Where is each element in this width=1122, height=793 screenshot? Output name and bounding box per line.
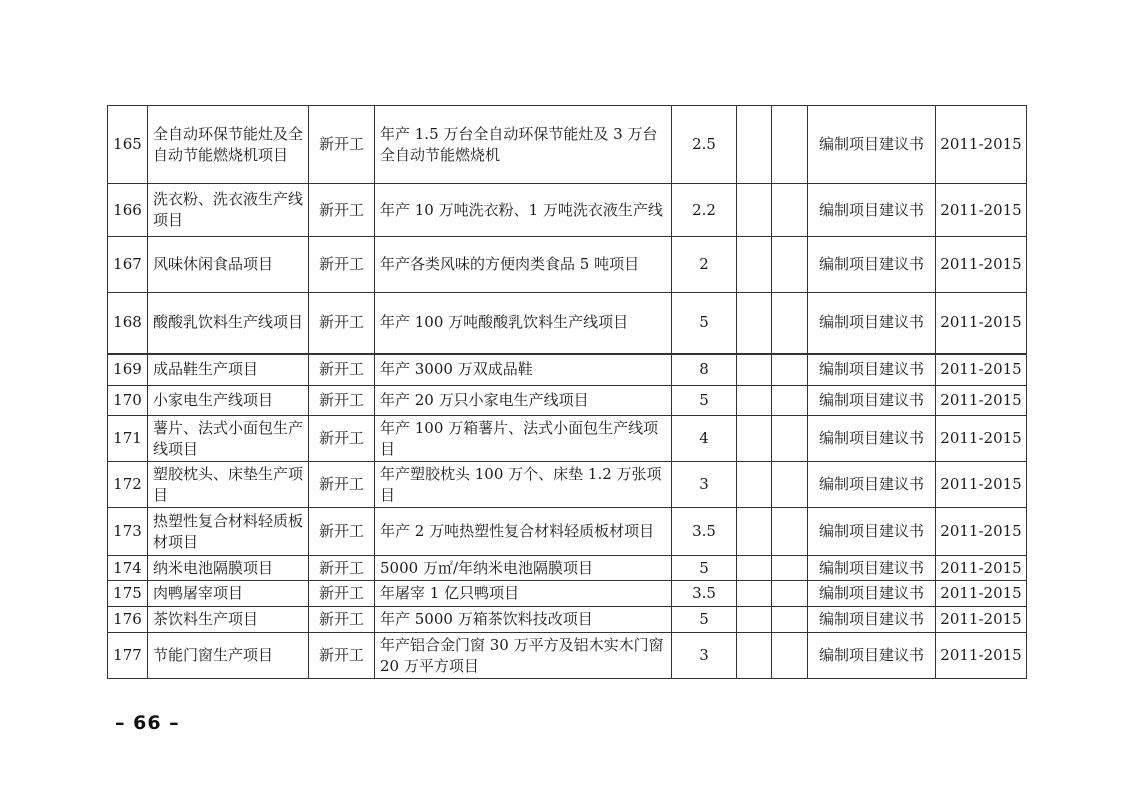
blank-cell	[737, 416, 772, 462]
period-cell: 2011-2015	[936, 633, 1027, 679]
project-content-cell: 5000 万㎡/年纳米电池隔膜项目	[375, 556, 672, 581]
blank-cell	[737, 508, 772, 556]
project-type-cell: 新开工	[309, 237, 375, 293]
table-row	[108, 184, 1027, 237]
row-number-cell: 165	[108, 106, 148, 184]
blank-cell	[772, 556, 808, 581]
table-row	[108, 293, 1027, 354]
project-stage-cell: 编制项目建议书	[808, 556, 936, 581]
blank-cell	[737, 581, 772, 607]
investment-cell: 5	[672, 556, 737, 581]
investment-cell: 5	[672, 607, 737, 633]
project-type-cell: 新开工	[309, 633, 375, 679]
project-content-cell: 年产 1.5 万台全自动环保节能灶及 3 万台全自动节能燃烧机	[375, 106, 672, 184]
row-number-cell: 172	[108, 462, 148, 508]
project-type-cell: 新开工	[309, 508, 375, 556]
row-number-cell: 174	[108, 556, 148, 581]
project-name-cell: 热塑性复合材料轻质板材项目	[148, 508, 309, 556]
row-number-cell: 168	[108, 293, 148, 354]
project-type-cell: 新开工	[309, 386, 375, 416]
row-number-cell: 173	[108, 508, 148, 556]
project-stage-cell: 编制项目建议书	[808, 633, 936, 679]
table-row	[108, 386, 1027, 416]
project-stage-cell: 编制项目建议书	[808, 607, 936, 633]
project-type-cell: 新开工	[309, 581, 375, 607]
row-number-cell: 175	[108, 581, 148, 607]
blank-cell	[737, 106, 772, 184]
page-number: – 66 –	[115, 712, 180, 734]
investment-cell: 2.5	[672, 106, 737, 184]
blank-cell	[737, 386, 772, 416]
project-name-cell: 全自动环保节能灶及全自动节能燃烧机项目	[148, 106, 309, 184]
project-content-cell: 年产 100 万吨酸酸乳饮料生产线项目	[375, 293, 672, 354]
project-name-cell: 纳米电池隔膜项目	[148, 556, 309, 581]
project-name-cell: 小家电生产线项目	[148, 386, 309, 416]
period-cell: 2011-2015	[936, 556, 1027, 581]
investment-cell: 5	[672, 293, 737, 354]
project-name-cell: 酸酸乳饮料生产线项目	[148, 293, 309, 354]
investment-cell: 3	[672, 633, 737, 679]
project-name-cell: 肉鸭屠宰项目	[148, 581, 309, 607]
blank-cell	[772, 354, 808, 386]
project-name-cell: 塑胶枕头、床垫生产项目	[148, 462, 309, 508]
project-type-cell: 新开工	[309, 416, 375, 462]
period-cell: 2011-2015	[936, 386, 1027, 416]
investment-cell: 2	[672, 237, 737, 293]
project-type-cell: 新开工	[309, 607, 375, 633]
project-content-cell: 年产 100 万箱薯片、法式小面包生产线项目	[375, 416, 672, 462]
project-type-cell: 新开工	[309, 462, 375, 508]
project-stage-cell: 编制项目建议书	[808, 293, 936, 354]
blank-cell	[737, 237, 772, 293]
blank-cell	[737, 556, 772, 581]
table-row	[108, 508, 1027, 556]
investment-cell: 3.5	[672, 508, 737, 556]
project-stage-cell: 编制项目建议书	[808, 237, 936, 293]
blank-cell	[772, 237, 808, 293]
project-stage-cell: 编制项目建议书	[808, 416, 936, 462]
project-table-body	[108, 106, 1027, 679]
blank-cell	[772, 462, 808, 508]
row-number-cell: 171	[108, 416, 148, 462]
project-name-cell: 茶饮料生产项目	[148, 607, 309, 633]
investment-cell: 2.2	[672, 184, 737, 237]
blank-cell	[772, 508, 808, 556]
blank-cell	[772, 293, 808, 354]
blank-cell	[737, 354, 772, 386]
period-cell: 2011-2015	[936, 462, 1027, 508]
project-content-cell: 年产铝合金门窗 30 万平方及铝木实木门窗 20 万平方项目	[375, 633, 672, 679]
table-row	[108, 354, 1027, 386]
period-cell: 2011-2015	[936, 293, 1027, 354]
table-row	[108, 462, 1027, 508]
row-number-cell: 176	[108, 607, 148, 633]
table-row	[108, 633, 1027, 679]
blank-cell	[772, 607, 808, 633]
investment-cell: 3	[672, 462, 737, 508]
blank-cell	[737, 633, 772, 679]
project-type-cell: 新开工	[309, 556, 375, 581]
table-row	[108, 607, 1027, 633]
period-cell: 2011-2015	[936, 184, 1027, 237]
investment-cell: 5	[672, 386, 737, 416]
project-name-cell: 洗衣粉、洗衣液生产线项目	[148, 184, 309, 237]
period-cell: 2011-2015	[936, 607, 1027, 633]
row-number-cell: 167	[108, 237, 148, 293]
blank-cell	[772, 106, 808, 184]
project-name-cell: 成品鞋生产项目	[148, 354, 309, 386]
blank-cell	[737, 293, 772, 354]
investment-cell: 4	[672, 416, 737, 462]
blank-cell	[772, 581, 808, 607]
project-name-cell: 风味休闲食品项目	[148, 237, 309, 293]
project-stage-cell: 编制项目建议书	[808, 508, 936, 556]
project-content-cell: 年产 5000 万箱茶饮料技改项目	[375, 607, 672, 633]
table-row	[108, 237, 1027, 293]
project-stage-cell: 编制项目建议书	[808, 106, 936, 184]
blank-cell	[772, 184, 808, 237]
blank-cell	[772, 416, 808, 462]
project-stage-cell: 编制项目建议书	[808, 386, 936, 416]
table-row	[108, 581, 1027, 607]
project-content-cell: 年产 20 万只小家电生产线项目	[375, 386, 672, 416]
project-stage-cell: 编制项目建议书	[808, 462, 936, 508]
project-type-cell: 新开工	[309, 184, 375, 237]
investment-cell: 3.5	[672, 581, 737, 607]
row-number-cell: 169	[108, 354, 148, 386]
period-cell: 2011-2015	[936, 237, 1027, 293]
blank-cell	[737, 462, 772, 508]
blank-cell	[737, 184, 772, 237]
row-number-cell: 177	[108, 633, 148, 679]
project-content-cell: 年产 3000 万双成品鞋	[375, 354, 672, 386]
project-content-cell: 年产 2 万吨热塑性复合材料轻质板材项目	[375, 508, 672, 556]
project-content-cell: 年产塑胶枕头 100 万个、床垫 1.2 万张项目	[375, 462, 672, 508]
blank-cell	[772, 633, 808, 679]
period-cell: 2011-2015	[936, 508, 1027, 556]
project-type-cell: 新开工	[309, 293, 375, 354]
project-content-cell: 年产各类风味的方便肉类食品 5 吨项目	[375, 237, 672, 293]
period-cell: 2011-2015	[936, 416, 1027, 462]
period-cell: 2011-2015	[936, 354, 1027, 386]
project-name-cell: 节能门窗生产项目	[148, 633, 309, 679]
table-row	[108, 416, 1027, 462]
table-row	[108, 556, 1027, 581]
blank-cell	[737, 607, 772, 633]
project-stage-cell: 编制项目建议书	[808, 581, 936, 607]
row-number-cell: 166	[108, 184, 148, 237]
row-number-cell: 170	[108, 386, 148, 416]
project-name-cell: 薯片、法式小面包生产线项目	[148, 416, 309, 462]
period-cell: 2011-2015	[936, 106, 1027, 184]
period-cell: 2011-2015	[936, 581, 1027, 607]
project-type-cell: 新开工	[309, 106, 375, 184]
investment-cell: 8	[672, 354, 737, 386]
project-type-cell: 新开工	[309, 354, 375, 386]
project-stage-cell: 编制项目建议书	[808, 184, 936, 237]
project-table	[107, 105, 1027, 679]
project-stage-cell: 编制项目建议书	[808, 354, 936, 386]
project-content-cell: 年产 10 万吨洗衣粉、1 万吨洗衣液生产线	[375, 184, 672, 237]
blank-cell	[772, 386, 808, 416]
table-row	[108, 106, 1027, 184]
project-content-cell: 年屠宰 1 亿只鸭项目	[375, 581, 672, 607]
